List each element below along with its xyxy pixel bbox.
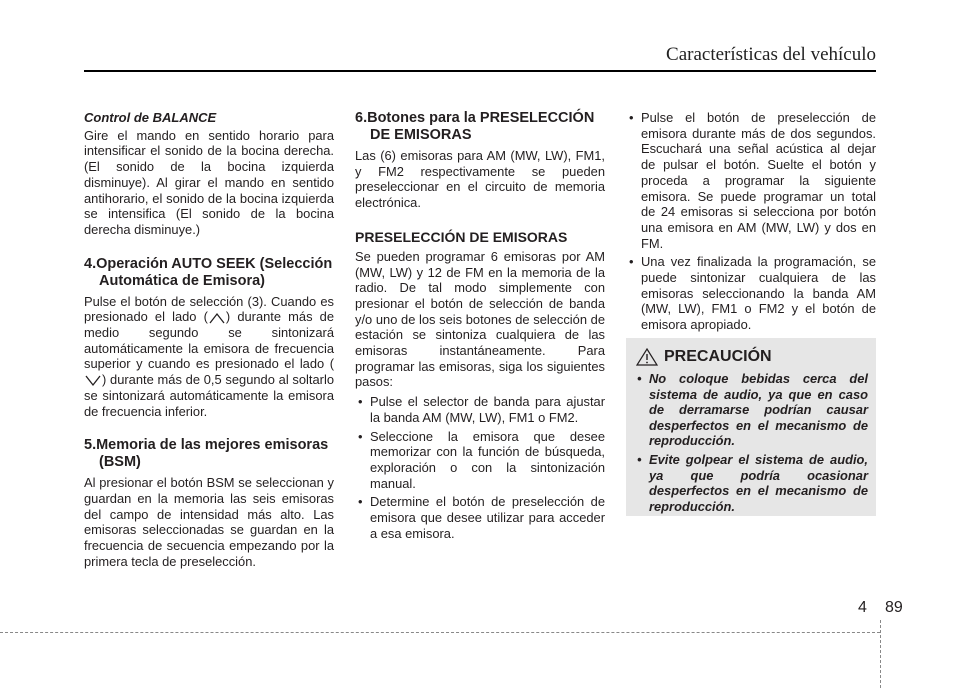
bsm-title: 5.Memoria de las mejores emisoras (BSM)	[84, 437, 329, 471]
preset-buttons-text: Las (6) emisoras para AM (MW, LW), FM1, y FM2 respectivamente se pueden preseleccionar en el circuito de memoria electrónica.	[355, 148, 605, 211]
warning-triangle-icon	[636, 348, 658, 366]
list-item: • Seleccione la emisora que desee memorizar con la función de búsqueda, exploración o con la sintonización manual.	[355, 429, 605, 492]
preselection-title: PRESELECCIÓN DE EMISORAS	[355, 228, 568, 245]
column-3	[626, 110, 876, 336]
seek-text	[84, 294, 334, 420]
list-item: • Pulse el botón de preselección de emisora durante más de dos segundos. Escuchará una señal acústica al dejar de pulsar el botón. Suelte el botón y proceda a programar la siguiente emisora. Se puede programar un total de 24 emisoras si selecciona por botón una emisora en AM (MW, LW) y dos en FM.	[626, 110, 876, 251]
caution-title: PRECAUCIÓN	[664, 348, 772, 365]
column-1	[84, 110, 334, 569]
bsm-text: Al presionar el botón BSM se seleccionan y guardan en la memoria las seis emisoras del campo de intensidad más alto. Las emisoras seleccionadas se guardan en la frecuencia de secuencia empezando por la primera tecla de preselección.	[84, 475, 334, 569]
list-item: • Una vez finalizada la programación, se puede sintonizar cualquiera de las emisoras seleccionando la banda AM (MW, LW), FM1 o FM2 y el botón de emisora apropiado.	[626, 254, 876, 333]
header-rule	[84, 70, 876, 72]
seek-title: 4.Operación AUTO SEEK (Selección Automática de Emisora)	[84, 255, 333, 289]
preselection-text: Se pueden programar 6 emisoras por AM (MW, LW) y 12 de FM en la memoria de la radio. De tal modo simplemente con presionar el botón de selección de banda y/o uno de los seis botones de selección de estación se sintoniza cualquiera de las emisoras instantáneamente. Para programar las emisoras, siga los siguientes pasos:	[355, 248, 605, 390]
caution-header	[636, 348, 772, 366]
preselection-steps	[355, 394, 605, 541]
caution-item: • Evite golpear el sistema de audio, ya que podría ocasionar desperfectos en el mecanismo de reproducción.	[634, 452, 868, 514]
preset-buttons-title: 6.Botones para la PRESELECCIÓN DE EMISORAS	[355, 110, 595, 143]
column-2	[355, 110, 605, 544]
header-title: Características del vehículo	[666, 44, 876, 65]
page-number: 89	[885, 599, 903, 616]
caution-list	[634, 371, 868, 517]
balance-text: Gire el mando en sentido horario para intensificar el sonido de la bocina derecha. (El sonido de la bocina izquierda disminuye). Al girar el mando en sentido antihorario, el sonido de la bocina izquierda se intensifica (El sonido de la bocina derecha disminuye.)	[84, 127, 334, 237]
chapter-number: 4	[858, 599, 867, 616]
list-item: • Determine el botón de preselección de emisora que desee utilizar para acceder a esa emisora.	[355, 494, 605, 541]
preselection-steps-continued	[626, 110, 876, 333]
seek-text-1: Pulse el botón de selección (3). Cuando es presionado el lado (	[84, 293, 334, 325]
chevron-up-icon	[208, 312, 226, 324]
list-item: • Pulse el selector de banda para ajustar la banda AM (MW, LW), FM1 o FM2.	[355, 394, 605, 425]
caution-item: • No coloque bebidas cerca del sistema de audio, ya que en caso de derramarse podrían causar desperfectos en el mecanismo de reproducción.	[634, 371, 868, 449]
footer-rule	[0, 632, 880, 633]
balance-title: Control de BALANCE	[84, 110, 217, 125]
footer-separator	[880, 620, 881, 688]
seek-text-3: ) durante más de 0,5 segundo al soltarlo se sintonizará automáticamente la emisora de frecuencia inferior.	[84, 372, 334, 419]
caution-box	[626, 338, 876, 516]
seek-text-2: ) durante más de medio segundo se sintonizará automáticamente la emisora de frecuencia superior y cuando es presionado el lado (	[84, 309, 334, 372]
chevron-down-icon	[84, 375, 102, 387]
